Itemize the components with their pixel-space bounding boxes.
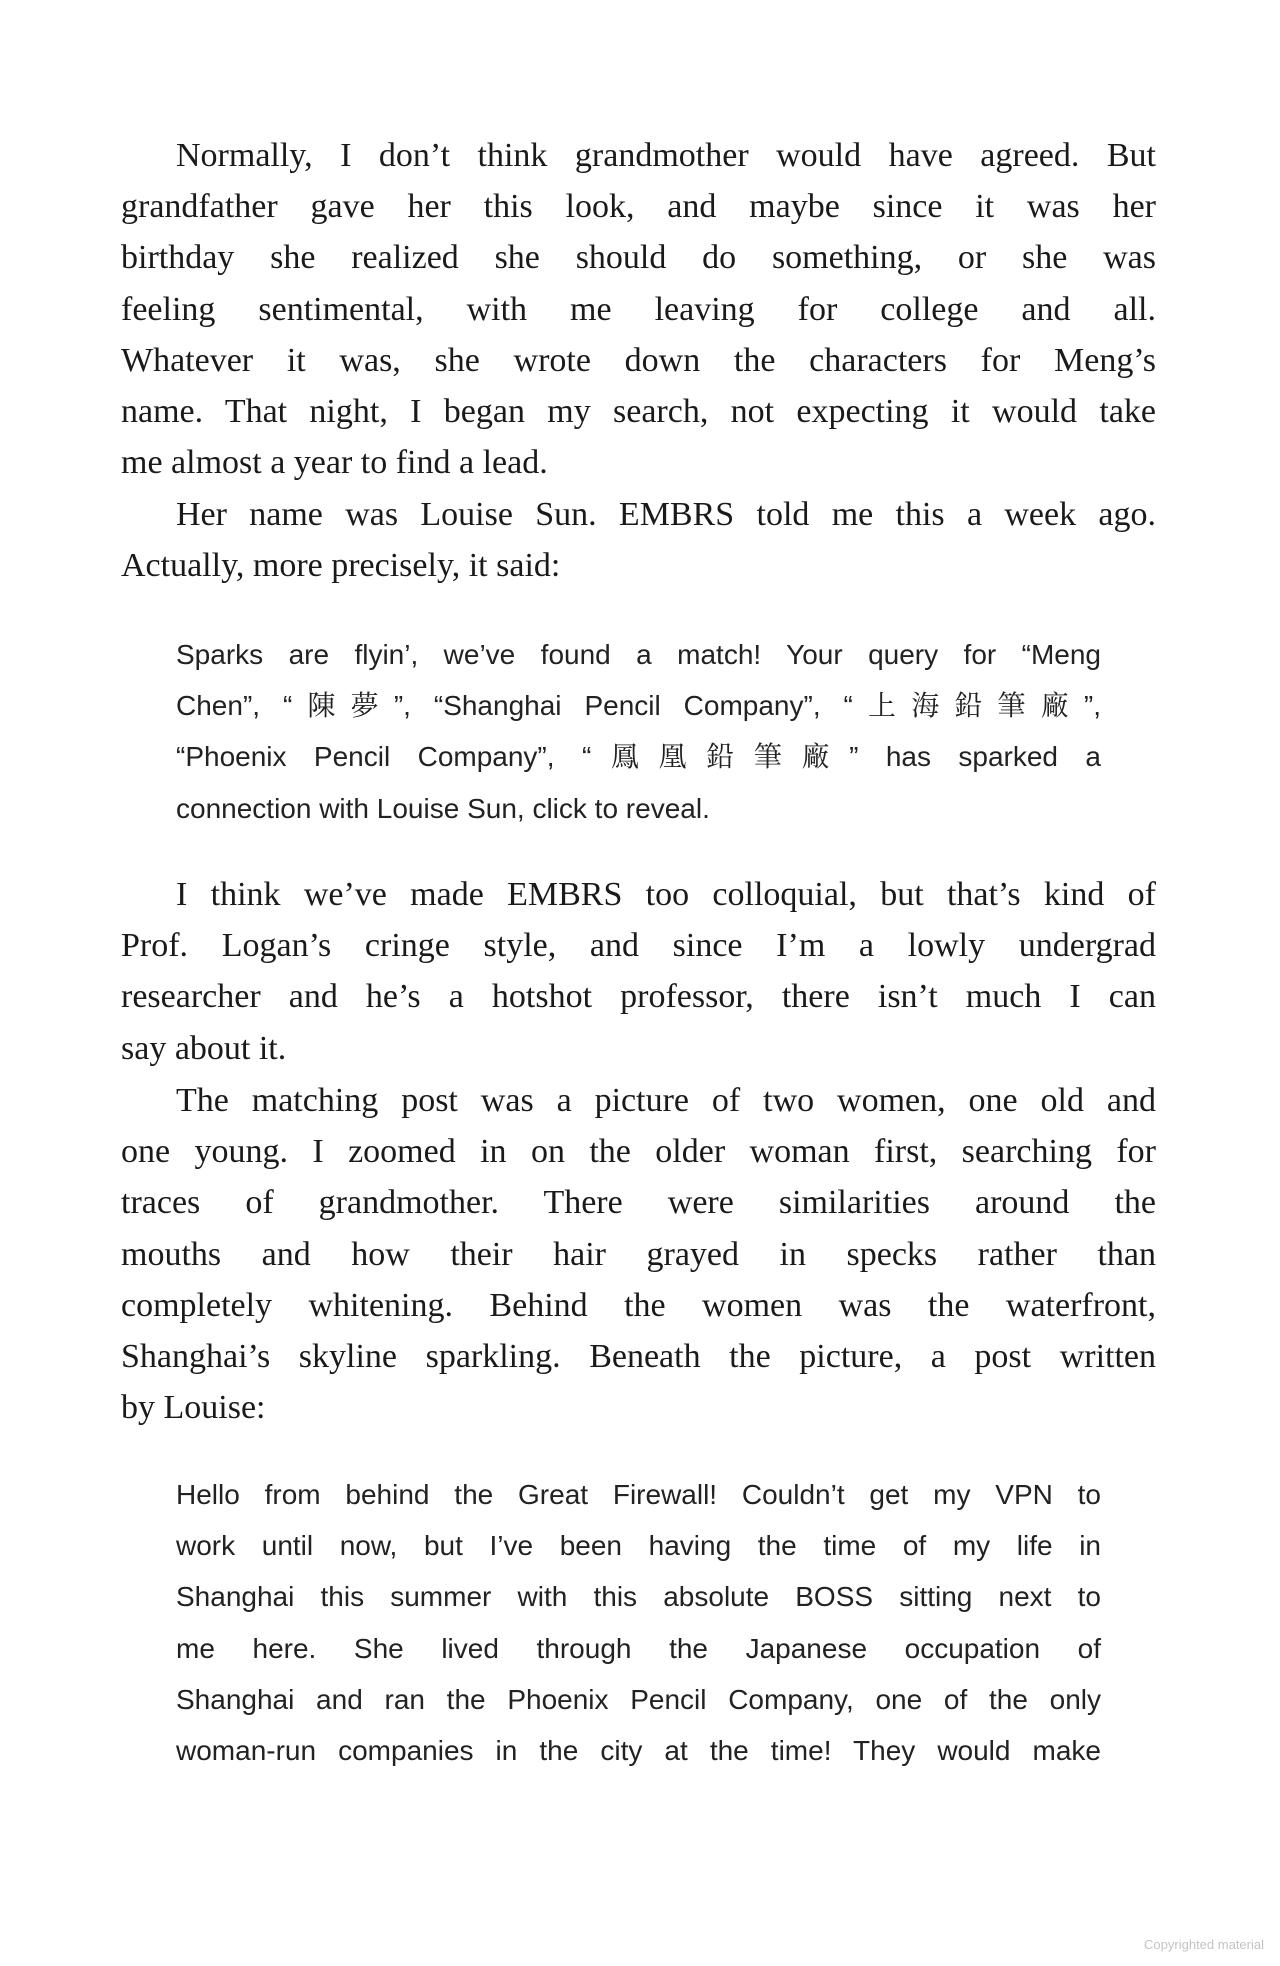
text-line: feeling sentimental, with me leaving for college and all.	[121, 290, 1156, 328]
text-line: Her name was Louise Sun. EMBRS told me this a week ago.	[176, 496, 1156, 533]
text-line: I think we’ve made EMBRS too colloquial, but that’s kind of	[176, 876, 1156, 913]
text-line: woman-run companies in the city at the time! They would make	[176, 1734, 1101, 1766]
text-line: connection with Louise Sun, click to reveal.	[176, 792, 710, 824]
text-line: “Phoenix Pencil Company”, “鳳凰鉛筆廠” has sparked a	[176, 741, 1101, 773]
text-line: me almost a year to find a lead.	[121, 444, 548, 482]
text-line: Normally, I don’t think grandmother would have agreed. But	[176, 137, 1156, 174]
text-line: The matching post was a picture of two women, one old and	[176, 1082, 1156, 1119]
copyright-notice: Copyrighted material	[1144, 1937, 1264, 1952]
text-line: Actually, more precisely, it said:	[121, 547, 561, 585]
text-line: Sparks are flyin’, we’ve found a match! Your query for “Meng	[176, 639, 1101, 670]
text-line: work until now, but I’ve been having the time of my life in	[176, 1530, 1101, 1562]
text-line: Prof. Logan’s cringe style, and since I’m a lowly undergrad	[121, 927, 1156, 965]
louise-post-quote	[176, 1469, 1101, 1776]
text-line: Chen”, “陳夢”, “Shanghai Pencil Company”, “上海鉛筆廠”,	[176, 690, 1101, 722]
text-line: completely whitening. Behind the women was the waterfront,	[121, 1286, 1156, 1324]
text-line: birthday she realized she should do something, or she was	[121, 239, 1156, 277]
text-line: name. That night, I began my search, not expecting it would take	[121, 392, 1156, 430]
text-line: Hello from behind the Great Firewall! Couldn’t get my VPN to	[176, 1479, 1101, 1510]
paragraph-4	[121, 1075, 1156, 1433]
text-line: grandfather gave her this look, and maybe since it was her	[121, 188, 1156, 226]
text-line: Shanghai’s skyline sparkling. Beneath the picture, a post written	[121, 1337, 1156, 1375]
text-line: mouths and how their hair grayed in specks rather than	[121, 1235, 1156, 1273]
paragraph-2	[121, 489, 1156, 591]
text-line: say about it.	[121, 1029, 287, 1067]
text-line: researcher and he’s a hotshot professor, there isn’t much I can	[121, 978, 1156, 1016]
text-line: me here. She lived through the Japanese occupation of	[176, 1632, 1101, 1664]
text-line: by Louise:	[121, 1389, 266, 1427]
paragraph-3	[121, 869, 1156, 1074]
paragraph-1	[121, 130, 1156, 488]
text-line: Shanghai and ran the Phoenix Pencil Company, one of the only	[176, 1683, 1101, 1715]
text-line: Shanghai this summer with this absolute BOSS sitting next to	[176, 1581, 1101, 1613]
embrs-message-quote	[176, 629, 1101, 834]
text-line: Whatever it was, she wrote down the characters for Meng’s	[121, 341, 1156, 379]
text-line: one young. I zoomed in on the older woman first, searching for	[121, 1133, 1156, 1171]
text-line: traces of grandmother. There were similarities around the	[121, 1184, 1156, 1222]
